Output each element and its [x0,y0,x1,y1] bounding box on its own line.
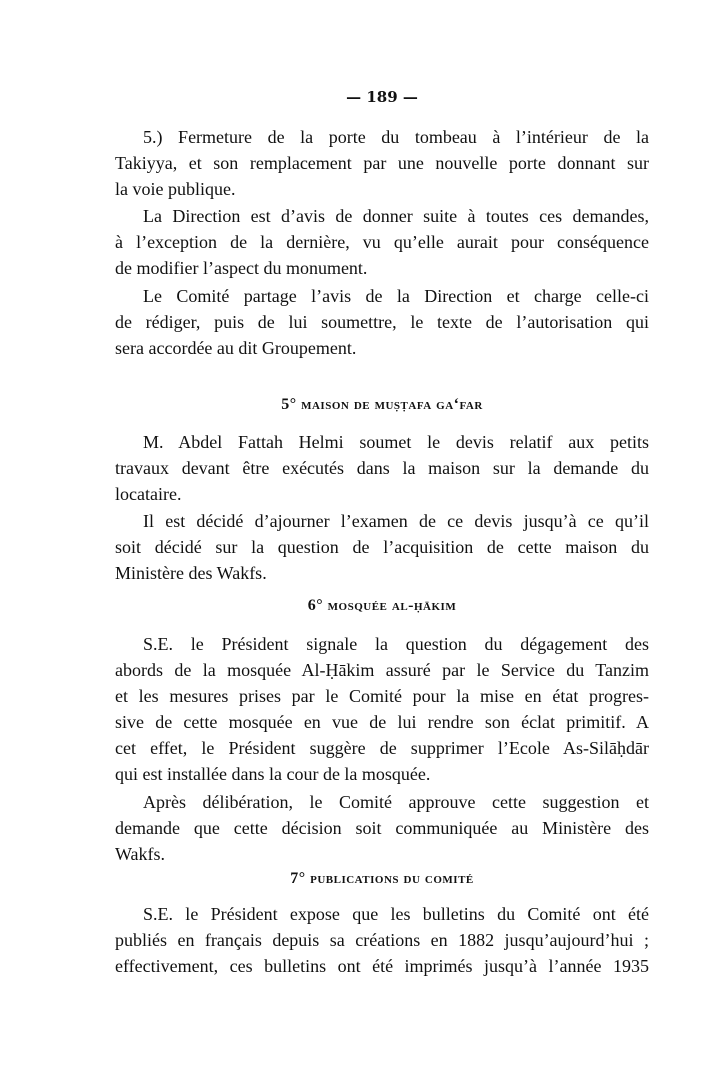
paragraph-line: M. Abdel Fattah Helmi soumet le devis relatif aux petits [143,432,649,452]
paragraph-line: et les mesures prises par le Comité pour la mise en état progres- [115,686,649,706]
paragraph-line: 5.) Fermeture de la porte du tombeau à l’intérieur de la [143,127,649,147]
paragraph-line: sive de cette mosquée en vue de lui rendre son éclat primitif. A [115,712,649,732]
paragraph-line: La Direction est d’avis de donner suite à toutes ces demandes, [143,206,649,226]
paragraph-line: cet effet, le Président suggère de supprimer l’Ecole As-Silāḥdār [115,738,649,758]
section-heading: 6° mosquée al-ḥākim [307,597,457,614]
paragraph-line: qui est installée dans la cour de la mosquée. [115,764,431,784]
paragraph-line: de modifier l’aspect du monument. [115,258,368,278]
paragraph-line: Il est décidé d’ajourner l’examen de ce devis jusqu’à ce qu’il [143,511,649,531]
paragraph-line: Ministère des Wakfs. [115,563,267,583]
paragraph-line: S.E. le Président signale la question du dégagement des [143,634,649,654]
paragraph-line: locataire. [115,484,182,504]
paragraph-line: soit décidé sur la question de l’acquisition de cette maison du [115,537,649,557]
paragraph-line: demande que cette décision soit communiquée au Ministère des [115,818,649,838]
section-heading: 7° publications du comité [290,870,474,887]
paragraph-line: publiés en français depuis sa créations en 1882 jusqu’aujourd’hui ; [115,930,649,950]
paragraph-line: S.E. le Président expose que les bulletins du Comité ont été [143,904,649,924]
paragraph-line: Après délibération, le Comité approuve cette suggestion et [143,792,649,812]
paragraph-line: sera accordée au dit Groupement. [115,338,357,358]
paragraph-line: Takiyya, et son remplacement par une nouvelle porte donnant sur [115,153,649,173]
paragraph-line: travaux devant être exécutés dans la maison sur la demande du [115,458,649,478]
paragraph-line: Le Comité partage l’avis de la Direction et charge celle-ci [143,286,649,306]
page-number: — 189 — [346,88,418,106]
paragraph-line: de rédiger, puis de lui soumettre, le texte de l’autorisation qui [115,312,649,332]
paragraph-line: abords de la mosquée Al-Ḥākim assuré par le Service du Tanzim [115,660,649,680]
paragraph-line: la voie publique. [115,179,236,199]
section-heading: 5° maison de muṣṭafa ga‘far [281,396,483,413]
paragraph-line: Wakfs. [115,844,166,864]
paragraph-line: à l’exception de la dernière, vu qu’elle aurait pour conséquence [115,232,649,252]
paragraph-line: effectivement, ces bulletins ont été imprimés jusqu’à l’année 1935 [115,956,649,976]
